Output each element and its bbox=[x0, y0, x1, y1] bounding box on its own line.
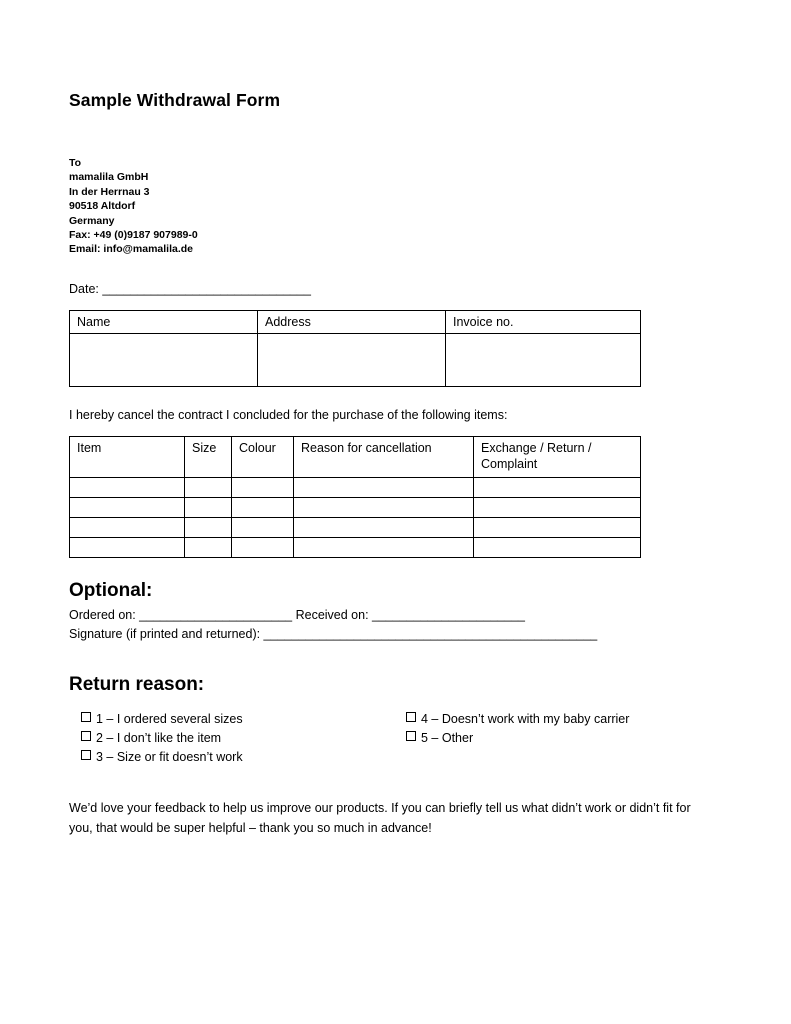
table-row bbox=[70, 477, 641, 497]
cell-exchange[interactable] bbox=[474, 477, 641, 497]
cell-size[interactable] bbox=[185, 517, 232, 537]
recipient-email: Email: info@mamalila.de bbox=[69, 243, 194, 256]
cell-colour[interactable] bbox=[232, 517, 294, 537]
cell-reason[interactable] bbox=[294, 477, 474, 497]
cell-colour[interactable] bbox=[232, 477, 294, 497]
recipient-country: Germany bbox=[69, 214, 115, 227]
cell-reason[interactable] bbox=[294, 537, 474, 557]
date-field-line[interactable]: Date: ______________________________ bbox=[69, 281, 311, 296]
cell-exchange[interactable] bbox=[474, 537, 641, 557]
checkbox-icon[interactable] bbox=[81, 750, 91, 760]
cell-item[interactable] bbox=[70, 537, 185, 557]
return-reason-column-left bbox=[81, 710, 406, 767]
cell-colour[interactable] bbox=[232, 497, 294, 517]
option-label: 4 – Doesn’t work with my baby carrier bbox=[421, 711, 630, 726]
items-table bbox=[69, 436, 641, 558]
recipient-street: In der Herrnau 3 bbox=[69, 185, 150, 198]
cell-item[interactable] bbox=[70, 497, 185, 517]
optional-section-heading: Optional: bbox=[69, 579, 153, 601]
checkbox-option-4[interactable] bbox=[406, 710, 696, 729]
table-row bbox=[70, 537, 641, 557]
cell-invoice-no[interactable] bbox=[446, 333, 641, 386]
option-label: 3 – Size or fit doesn’t work bbox=[96, 749, 243, 764]
feedback-note: We’d love your feedback to help us improve our products. If you can briefly tell us what didn’t work or didn’t fit for you, that would be super helpful – thank you so much in advance! bbox=[69, 800, 691, 835]
checkbox-icon[interactable] bbox=[406, 731, 416, 741]
cell-item[interactable] bbox=[70, 517, 185, 537]
recipient-label: To bbox=[69, 157, 82, 169]
cell-exchange[interactable] bbox=[474, 497, 641, 517]
option-label: 1 – I ordered several sizes bbox=[96, 711, 243, 726]
cell-exchange[interactable] bbox=[474, 517, 641, 537]
table-header-row bbox=[70, 310, 641, 333]
column-header-exchange-return-complaint: Exchange / Return / Complaint bbox=[474, 436, 641, 477]
column-header-colour: Colour bbox=[232, 436, 294, 477]
checkbox-icon[interactable] bbox=[81, 731, 91, 741]
cell-size[interactable] bbox=[185, 497, 232, 517]
table-row bbox=[70, 497, 641, 517]
table-header-row bbox=[70, 436, 641, 477]
recipient-city: 90518 Altdorf bbox=[69, 200, 136, 213]
cell-name[interactable] bbox=[70, 333, 258, 386]
checkbox-icon[interactable] bbox=[406, 712, 416, 722]
return-reason-options bbox=[69, 710, 709, 767]
table-row bbox=[70, 333, 641, 386]
checkbox-option-3[interactable] bbox=[81, 748, 406, 767]
column-header-invoice-no: Invoice no. bbox=[446, 310, 641, 333]
document-content bbox=[69, 90, 709, 838]
cell-reason[interactable] bbox=[294, 517, 474, 537]
return-reason-column-right bbox=[406, 710, 696, 748]
cell-size[interactable] bbox=[185, 477, 232, 497]
return-reason-heading: Return reason: bbox=[69, 673, 205, 695]
signature-line[interactable]: Signature (if printed and returned): ________________________________________________ bbox=[69, 626, 598, 641]
column-header-address: Address bbox=[258, 310, 446, 333]
checkbox-icon[interactable] bbox=[81, 712, 91, 722]
checkbox-option-2[interactable] bbox=[81, 729, 406, 748]
cell-colour[interactable] bbox=[232, 537, 294, 557]
cell-size[interactable] bbox=[185, 537, 232, 557]
cell-item[interactable] bbox=[70, 477, 185, 497]
ordered-received-line[interactable]: Ordered on: ______________________ Received on: ______________________ bbox=[69, 607, 525, 622]
table-row bbox=[70, 517, 641, 537]
cell-reason[interactable] bbox=[294, 497, 474, 517]
column-header-name: Name bbox=[70, 310, 258, 333]
recipient-company: mamalila GmbH bbox=[69, 171, 149, 184]
checkbox-option-1[interactable] bbox=[81, 710, 406, 729]
column-header-reason: Reason for cancellation bbox=[294, 436, 474, 477]
recipient-address-block bbox=[69, 156, 709, 257]
column-header-item: Item bbox=[70, 436, 185, 477]
recipient-fax: Fax: +49 (0)9187 907989-0 bbox=[69, 229, 198, 242]
checkbox-option-5[interactable] bbox=[406, 729, 696, 748]
cancellation-statement: I hereby cancel the contract I concluded for the purchase of the following items: bbox=[69, 407, 508, 422]
page-title: Sample Withdrawal Form bbox=[69, 90, 281, 110]
column-header-size: Size bbox=[185, 436, 232, 477]
cell-address[interactable] bbox=[258, 333, 446, 386]
customer-table bbox=[69, 310, 641, 387]
option-label: 2 – I don’t like the item bbox=[96, 730, 222, 745]
option-label: 5 – Other bbox=[421, 730, 474, 745]
